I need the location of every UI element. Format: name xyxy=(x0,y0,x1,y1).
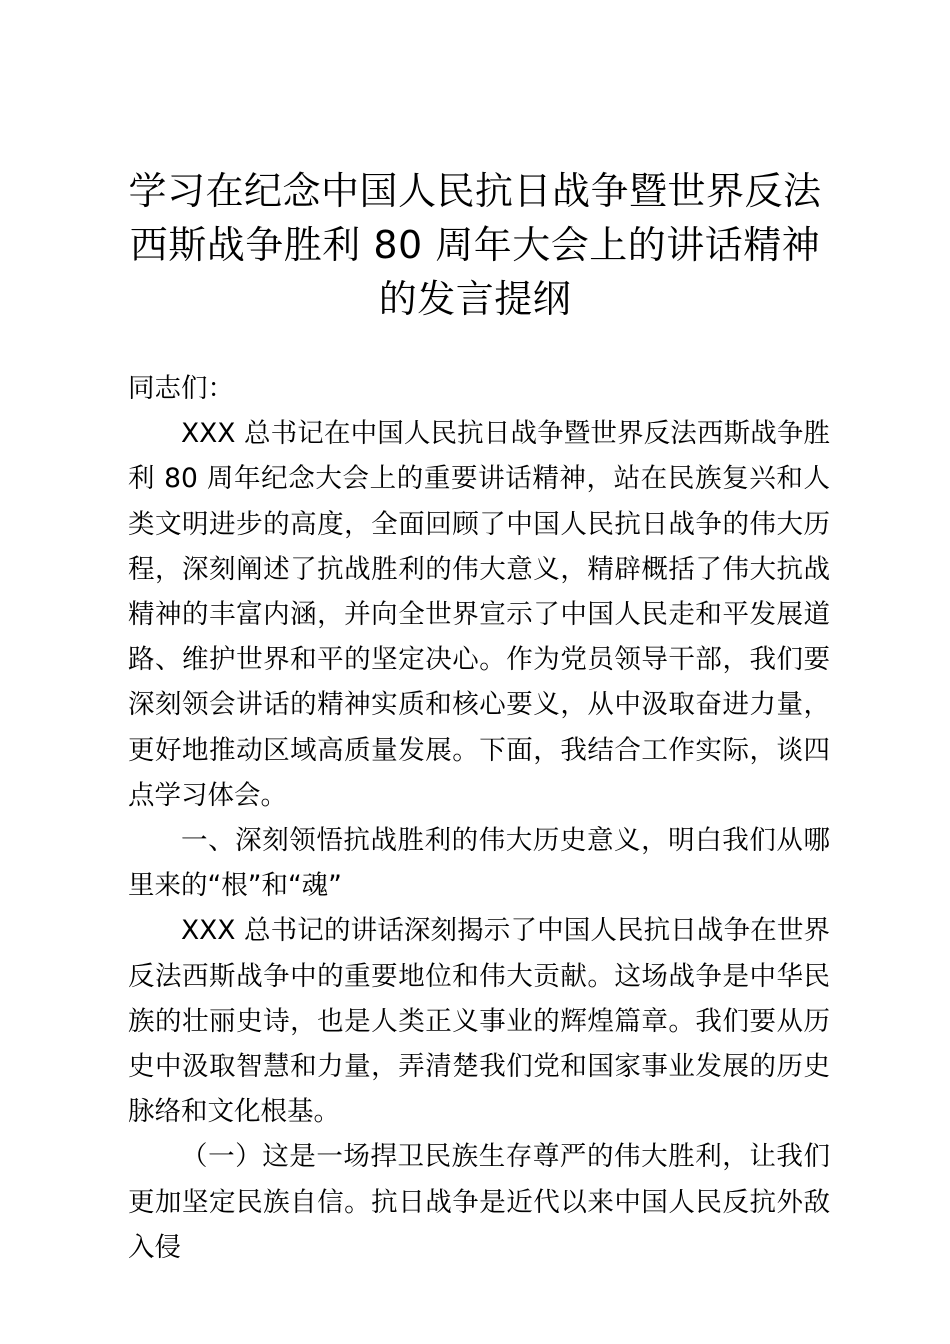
salutation: 同志们： xyxy=(128,373,234,404)
subsection-1-paragraph: （一）这是一场捍卫民族生存尊严的伟大胜利，让我们更加坚定民族自信。抗日战争是近代以来中国人民反抗外敌入侵 xyxy=(128,1141,830,1263)
section-heading-1: 一、深刻领悟抗战胜利的伟大历史意义，明白我们从哪里来的“根”和“魂” xyxy=(128,825,830,902)
document-body xyxy=(128,366,830,1270)
intro-paragraph: XXX 总书记在中国人民抗日战争暨世界反法西斯战争胜利 80 周年纪念大会上的重要讲话精神，站在民族复兴和人类文明进步的高度，全面回顾了中国人民抗日战争的伟大历程，深刻阐述了抗战胜利的伟大意义，精辟概括了伟大抗战精神的丰富内涵，并向全世界宣示了中国人民走和平发展道路、维护世界和平的坚定决心。作为党员领导干部，我们要深刻领会讲话的精神实质和核心要义，从中汲取奋进力量，更好地推动区域高质量发展。下面，我结合工作实际，谈四点学习体会。 xyxy=(128,418,830,811)
section-1-paragraph: XXX 总书记的讲话深刻揭示了中国人民抗日战争在世界反法西斯战争中的重要地位和伟大贡献。这场战争是中华民族的壮丽史诗，也是人类正义事业的辉煌篇章。我们要从历史中汲取智慧和力量，弄清楚我们党和国家事业发展的历史脉络和文化根基。 xyxy=(128,915,830,1128)
document-title: 学习在纪念中国人民抗日战争暨世界反法西斯战争胜利 80 周年大会上的讲话精神的发言提纲 xyxy=(128,169,822,321)
